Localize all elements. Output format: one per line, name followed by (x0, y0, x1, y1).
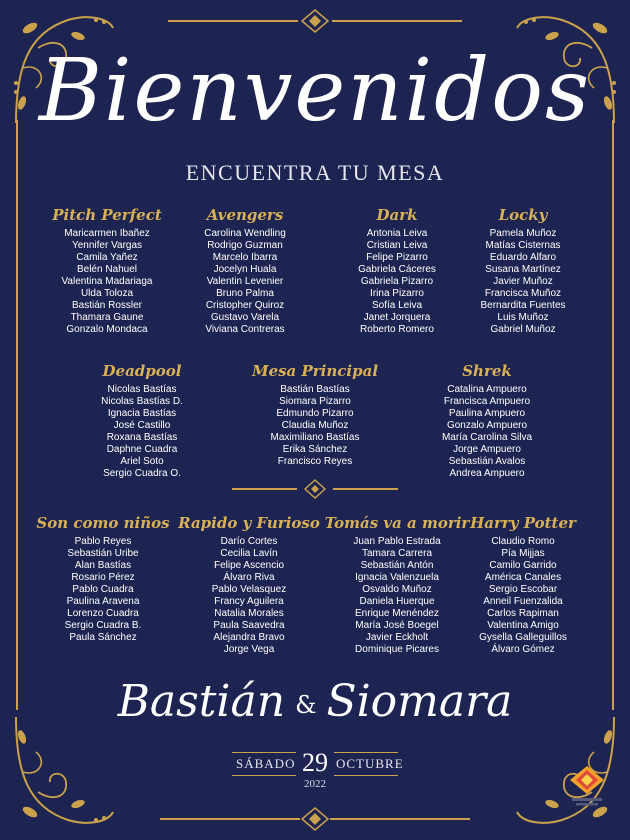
guest-list (448, 536, 598, 656)
frame-bottom-line-right (330, 818, 470, 820)
table-card (174, 514, 324, 656)
guest-name: Francisco Reyes (277, 456, 353, 467)
bride-name: Siomara (326, 676, 513, 727)
guest-name: Catalina Ampuero (447, 384, 527, 395)
guest-name: Bastián Bastías (280, 384, 350, 395)
ampersand: & (295, 690, 317, 719)
guest-name: Ariel Soto (120, 456, 164, 467)
table-card (28, 514, 178, 644)
table-name: Tomás va a morir (324, 514, 470, 532)
guest-list (32, 228, 182, 336)
guest-name: Tamara Carrera (361, 548, 433, 559)
guest-name: Dominique Picares (355, 644, 439, 655)
guest-name: Claudio Romo (491, 536, 555, 547)
guest-name: Paulina Aravena (66, 596, 140, 607)
date-day: 29 (302, 748, 328, 777)
guest-name: Gabriela Cáceres (358, 264, 436, 275)
guest-name: Alan Bastías (74, 560, 132, 571)
guest-name: Enrique Menéndez (355, 608, 439, 619)
guest-name: América Canales (484, 572, 562, 583)
frame-right-line (612, 120, 614, 710)
guest-name: Cristopher Quiroz (205, 300, 285, 311)
guest-name: Rodrigo Guzman (207, 240, 283, 251)
guest-name: Valentin Levenier (206, 276, 284, 287)
guest-name: Paula Saavedra (213, 620, 285, 631)
guest-name: Francy Aguilera (214, 596, 284, 607)
guest-name: Valentina Madariaga (61, 276, 153, 287)
guest-name: Cristian Leiva (366, 240, 428, 251)
table-name: Shrek (462, 362, 512, 380)
guest-name: Sergio Escobar (488, 584, 558, 595)
guest-name: María Carolina Silva (441, 432, 533, 443)
guest-name: María José Boegel (355, 620, 439, 631)
guest-name: Claudia Muñoz (281, 420, 349, 431)
guest-list (448, 228, 598, 336)
frame-top-line-right (332, 20, 462, 22)
groom-name: Bastián (117, 676, 286, 727)
guest-name: Sofía Leiva (371, 300, 423, 311)
table-name: Deadpool (102, 362, 182, 380)
guest-name: Eduardo Alfaro (489, 252, 557, 263)
guest-name: Roberto Romero (360, 324, 434, 335)
guest-name: Gustavo Varela (210, 312, 280, 323)
guest-name: Susana Martínez (485, 264, 561, 275)
top-diamond-ornament (290, 8, 340, 34)
guest-name: Yennifer Vargas (71, 240, 143, 251)
event-date (0, 748, 630, 788)
table-name: Locky (498, 206, 548, 224)
frame-top-line-left (168, 20, 298, 22)
guest-name: Nicolas Bastías (107, 384, 177, 395)
divider-line-right (333, 488, 398, 490)
guest-name: Belén Nahuel (76, 264, 138, 275)
guest-name: Jocelyn Huala (213, 264, 277, 275)
guest-name: Francisca Ampuero (443, 396, 531, 407)
frame-left-line (16, 120, 18, 710)
guest-name: Edmundo Pizarro (276, 408, 354, 419)
guest-name: Daphne Cuadra (106, 444, 178, 455)
table-name: Son como niños (36, 514, 170, 532)
guest-name: Antonia Leiva (366, 228, 428, 239)
guest-name: Camila Yañez (76, 252, 138, 263)
guest-name: Nicolas Bastías D. (101, 396, 183, 407)
guest-name: Daniela Huerque (359, 596, 435, 607)
guest-name: Ignacia Valenzuela (355, 572, 439, 583)
guest-name: Marcelo Ibarra (212, 252, 278, 263)
date-weekday: SÁBADO (236, 756, 296, 771)
guest-name: Maricarmen Ibañez (64, 228, 150, 239)
guest-name: Pablo Velasquez (211, 584, 287, 595)
table-name: Avengers (206, 206, 284, 224)
guest-name: Gonzalo Mondaca (66, 324, 148, 335)
guest-name: Gabriel Muñoz (490, 324, 556, 335)
guest-name: Luis Muñoz (497, 312, 549, 323)
guest-name: Juan Pablo Estrada (353, 536, 441, 547)
guest-name: Ignacia Bastías (107, 408, 177, 419)
guest-name: Paula Sánchez (69, 632, 137, 643)
guest-list (240, 384, 390, 468)
guest-name: Gonzalo Ampuero (446, 420, 528, 431)
guest-name: Pablo Cuadra (72, 584, 134, 595)
table-card (448, 206, 598, 336)
guest-name: Sebastián Uribe (67, 548, 139, 559)
guest-name: Pía Mijjas (501, 548, 545, 559)
guest-name: Bastián Rossler (71, 300, 143, 311)
guest-name: Anneil Fuenzalida (483, 596, 563, 607)
guest-name: Sergio Cuadra B. (64, 620, 142, 631)
guest-name: Javier Eckholt (365, 632, 429, 643)
guest-name: Pamela Muñoz (489, 228, 557, 239)
guest-name: Jorge Vega (223, 644, 275, 655)
guest-name: Sebastián Avalos (448, 456, 526, 467)
guest-name: Jorge Ampuero (453, 444, 521, 455)
guest-name: Rosario Pérez (71, 572, 135, 583)
guest-list (174, 536, 324, 656)
table-card (32, 206, 182, 336)
table-name: Dark (376, 206, 418, 224)
guest-list (170, 228, 320, 336)
date-year: 2022 (304, 778, 326, 790)
guest-name: José Castillo (113, 420, 171, 431)
guest-name: Thamara Gaune (70, 312, 144, 323)
page-title: Bienvenidos (38, 41, 592, 141)
guest-name: Pablo Reyes (74, 536, 132, 547)
guest-name: Javier Muñoz (493, 276, 553, 287)
guest-name: Sebastián Antón (360, 560, 434, 571)
guest-name: Viviana Contreras (205, 324, 285, 335)
guest-name: Erika Sánchez (282, 444, 348, 455)
guest-name: Osvaldo Muñoz (362, 584, 432, 595)
table-card (170, 206, 320, 336)
guest-name: Felipe Pizarro (366, 252, 428, 263)
table-card (240, 362, 390, 468)
brand-logo-icon (562, 760, 612, 810)
guest-list (67, 384, 217, 480)
table-name: Harry Potter (470, 514, 576, 532)
guest-name: Natalia Morales (214, 608, 284, 619)
guest-name: Lorenzo Cuadra (67, 608, 139, 619)
guest-name: Valentina Amigo (487, 620, 559, 631)
guest-name: Ulda Toloza (80, 288, 134, 299)
table-card (67, 362, 217, 480)
frame-bottom-line-left (160, 818, 300, 820)
divider-line-left (232, 488, 297, 490)
guest-name: Cecilia Lavín (220, 548, 278, 559)
guest-name: Gabriela Pizarro (360, 276, 434, 287)
guest-name: Sergio Cuadra O. (103, 468, 181, 479)
page-subtitle: ENCUENTRA TU MESA (185, 160, 445, 185)
table-name: Rapido y Furioso (178, 514, 320, 532)
guest-name: Paulina Ampuero (448, 408, 526, 419)
guest-name: Roxana Bastías (106, 432, 178, 443)
guest-list (28, 536, 178, 644)
guest-name: Carolina Wendling (204, 228, 286, 239)
guest-name: Janet Jorquera (363, 312, 431, 323)
guest-name: Gysella Galleguillos (479, 632, 567, 643)
table-name: Pitch Perfect (52, 206, 162, 224)
guest-name: Camilo Garrido (489, 560, 557, 571)
guest-name: Álvaro Riva (223, 572, 275, 583)
guest-name: Alejandra Bravo (213, 632, 285, 643)
table-card (412, 362, 562, 480)
guest-name: Irina Pizarro (370, 288, 424, 299)
guest-name: Francisca Muñoz (484, 288, 562, 299)
guest-name: Bernardita Fuentes (480, 300, 566, 311)
date-month: OCTUBRE (336, 756, 404, 771)
guest-name: Matías Cisternas (485, 240, 561, 251)
divider-diamond-ornament (297, 478, 333, 500)
table-name: Mesa Principal (251, 362, 379, 380)
guest-name: Siomara Pizarro (279, 396, 351, 407)
guest-name: Carlos Rapiman (487, 608, 559, 619)
bottom-diamond-ornament (290, 806, 340, 832)
guest-name: Bruno Palma (216, 288, 274, 299)
guest-name: Felipe Ascencio (213, 560, 285, 571)
guest-name: Darío Cortes (220, 536, 278, 547)
couple-names (0, 676, 630, 727)
guest-name: Andrea Ampuero (449, 468, 525, 479)
guest-list (412, 384, 562, 480)
guest-name: Álvaro Gómez (491, 644, 555, 655)
guest-name: Maximiliano Bastías (270, 432, 360, 443)
table-card (448, 514, 598, 656)
